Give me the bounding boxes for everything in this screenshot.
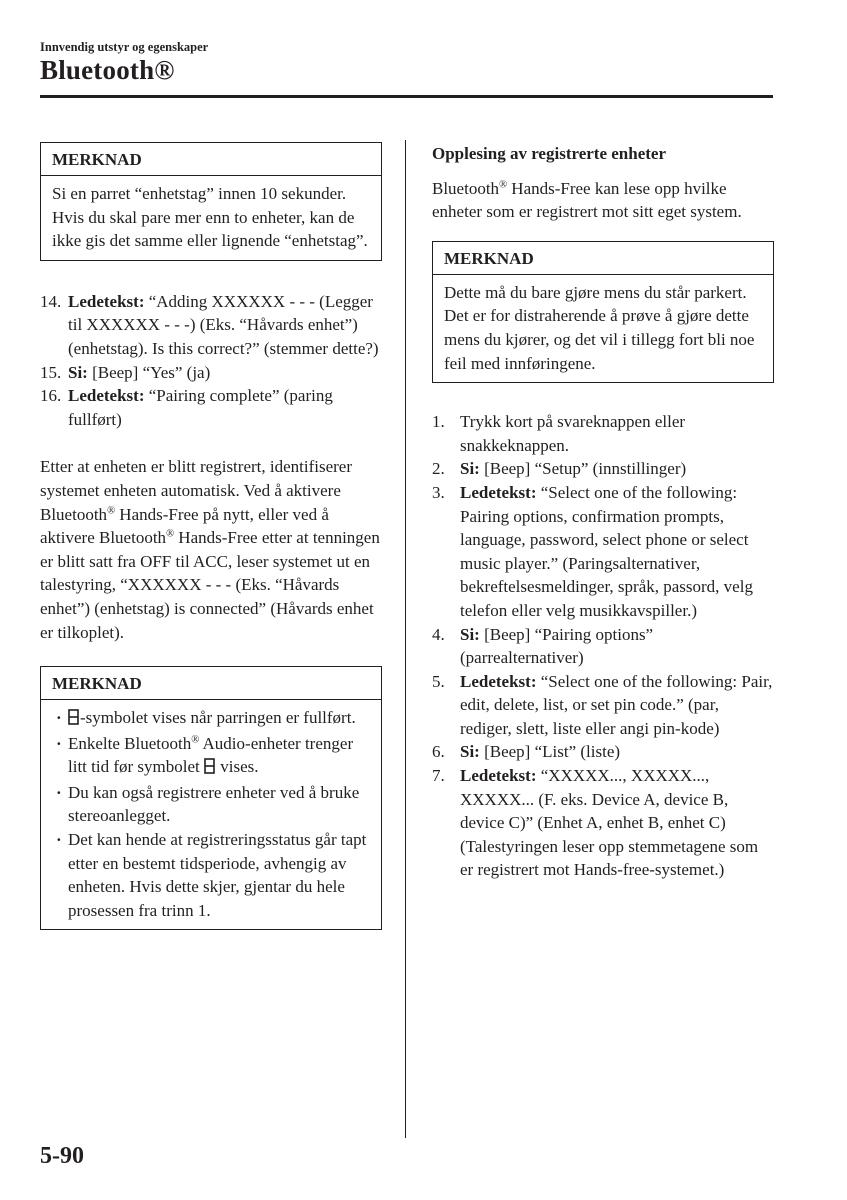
note-line: Hvis du skal pare mer enn to enheter, kan de ikke gis det samme eller lignende “enhetstag”. (52, 207, 368, 251)
note-title: MERKNAD (41, 667, 381, 700)
intro-paragraph (432, 177, 774, 224)
registration-paragraph (40, 455, 382, 644)
list-item (432, 481, 774, 623)
registered-mark: ® (499, 178, 508, 190)
step-number: 3. (432, 482, 445, 502)
note-title: MERKNAD (41, 143, 381, 176)
step-number: 2. (432, 459, 445, 479)
list-item (52, 732, 370, 781)
list-item (432, 457, 774, 481)
step-text: “XXXXX..., XXXXX..., XXXXX... (F. eks. Device A, device B, device C)” (Enhet A, enhet B, enhet C) (Talestyringen leser opp stemmetagene som er registrert mot Hands-free-systemet.) (460, 766, 759, 880)
step-keyword: Si: (460, 742, 480, 762)
bullet-text: Du kan også registrere enheter ved å bruke stereoanlegget. (68, 782, 360, 826)
step-text: “Select one of the following: Pair, edit, delete, list, or set pin code.” (par, rediger, slett, liste eller angi pin-kode) (460, 671, 773, 738)
note-box-symbol (40, 666, 382, 930)
list-item (52, 828, 370, 922)
step-number: 16. (40, 386, 62, 406)
left-column (40, 142, 382, 930)
list-item (432, 740, 774, 764)
paragraph-text: Etter at enheten er blitt registrert, identifiserer systemet enheten automatisk. Ved å aktivere Bluetooth (40, 457, 353, 524)
paragraph-text: Hands-Free kan lese opp hvilke enheter som er registrert mot sitt eget system. (432, 178, 742, 222)
note-text: Dette må du bare gjøre mens du står parkert. Det er for distraherende å prøve å gjøre dette mens du kjører, og det vil i tillegg fort bli noe feil med innføringene. (444, 282, 755, 373)
step-text: “Adding XXXXXX - - - (Legger til XXXXXX - - -) (Eks. “Håvards enhet”) (enhetstag). Is this correct?” (stemmer dette?) (68, 291, 379, 358)
pairing-steps-list (40, 290, 382, 432)
step-keyword: Ledetekst: (460, 482, 537, 502)
step-text: [Beep] “Setup” (innstillinger) (479, 459, 687, 479)
list-item (432, 764, 774, 882)
list-item (52, 781, 370, 828)
list-item (40, 290, 382, 361)
note-body (41, 176, 381, 260)
registered-mark: ® (166, 528, 175, 540)
paragraph-text: Bluetooth (432, 178, 500, 198)
title-rule (40, 95, 773, 98)
bullet-text: vises. (216, 757, 259, 777)
step-number: 15. (40, 362, 62, 382)
registered-mark: ® (191, 734, 200, 746)
bullet-text: Det kan hende at registreringsstatus går tapt etter en bestemt tidsperiode, avhengig av enheten. Hvis dette skjer, gjentar du hele prosessen fra trinn 1. (68, 830, 367, 920)
step-number: 14. (40, 291, 62, 311)
bullet-text: -symbolet vises når parringen er fullført. (80, 708, 356, 728)
step-text: [Beep] “List” (liste) (479, 742, 621, 762)
step-number: 1. (432, 412, 445, 432)
step-keyword: Si: (460, 459, 480, 479)
paragraph-text: Hands-Free etter at tenningen er blitt satt fra OFF til ACC, leser systemet ut en talestyring, “XXXXXX - - - (Eks. “Håvards enhet”) (enhetstag) is connected” (Håvards enhet er tilkoplet). (40, 528, 380, 642)
step-text: Trykk kort på svareknappen eller snakkeknappen. (460, 412, 686, 455)
list-item (40, 361, 382, 385)
page-title: Bluetooth® (40, 55, 175, 85)
step-number: 4. (432, 624, 445, 644)
bullet-text: Enkelte Bluetooth (68, 733, 192, 753)
list-item (432, 670, 774, 741)
note-box-pairing-tag (40, 142, 382, 261)
section-heading: Opplesing av registrerte enheter (432, 144, 667, 163)
list-item (432, 623, 774, 670)
list-item (432, 410, 774, 457)
step-keyword: Ledetekst: (460, 766, 537, 786)
step-keyword: Ledetekst: (68, 386, 145, 406)
step-keyword: Si: (68, 362, 88, 382)
step-number: 7. (432, 766, 445, 786)
paragraph-text: Hands-Free på nytt, eller ved å aktivere Bluetooth (40, 504, 329, 548)
list-item (52, 706, 370, 732)
bullet-text: Audio-enheter trenger litt tid før symbolet (68, 733, 354, 777)
list-item (40, 384, 382, 431)
section-label: Innvendig utstyr og egenskaper (40, 40, 209, 54)
step-keyword: Si: (460, 624, 480, 644)
registered-mark: ® (107, 504, 116, 516)
note-line: Si en parret “enhetstag” innen 10 sekunder. (52, 184, 347, 203)
note-body (433, 275, 773, 382)
note-box-parked (432, 241, 774, 383)
step-text: [Beep] “Yes” (ja) (87, 362, 211, 382)
step-keyword: Ledetekst: (68, 291, 145, 311)
bluetooth-connected-icon (204, 757, 215, 781)
column-divider (405, 140, 406, 1138)
right-column (432, 142, 774, 882)
step-text: [Beep] “Pairing options” (parrealternativer) (460, 624, 654, 668)
note-bullet-list (52, 706, 370, 922)
step-number: 6. (432, 742, 445, 762)
step-text: “Pairing complete” (paring fullført) (68, 386, 333, 429)
step-keyword: Ledetekst: (460, 671, 537, 691)
bluetooth-connected-icon (68, 708, 79, 732)
note-body (41, 700, 381, 929)
read-devices-steps-list (432, 410, 774, 882)
page-number: 5-90 (40, 1143, 84, 1169)
step-number: 5. (432, 671, 445, 691)
note-title: MERKNAD (433, 242, 773, 275)
step-text: “Select one of the following: Pairing options, confirmation prompts, language, password, select phone or select music player.” (Paringsalternativer, bekreftelsesmeldinger, språk, passord, velg telefon eller velg musikkavspiller.) (460, 482, 753, 620)
